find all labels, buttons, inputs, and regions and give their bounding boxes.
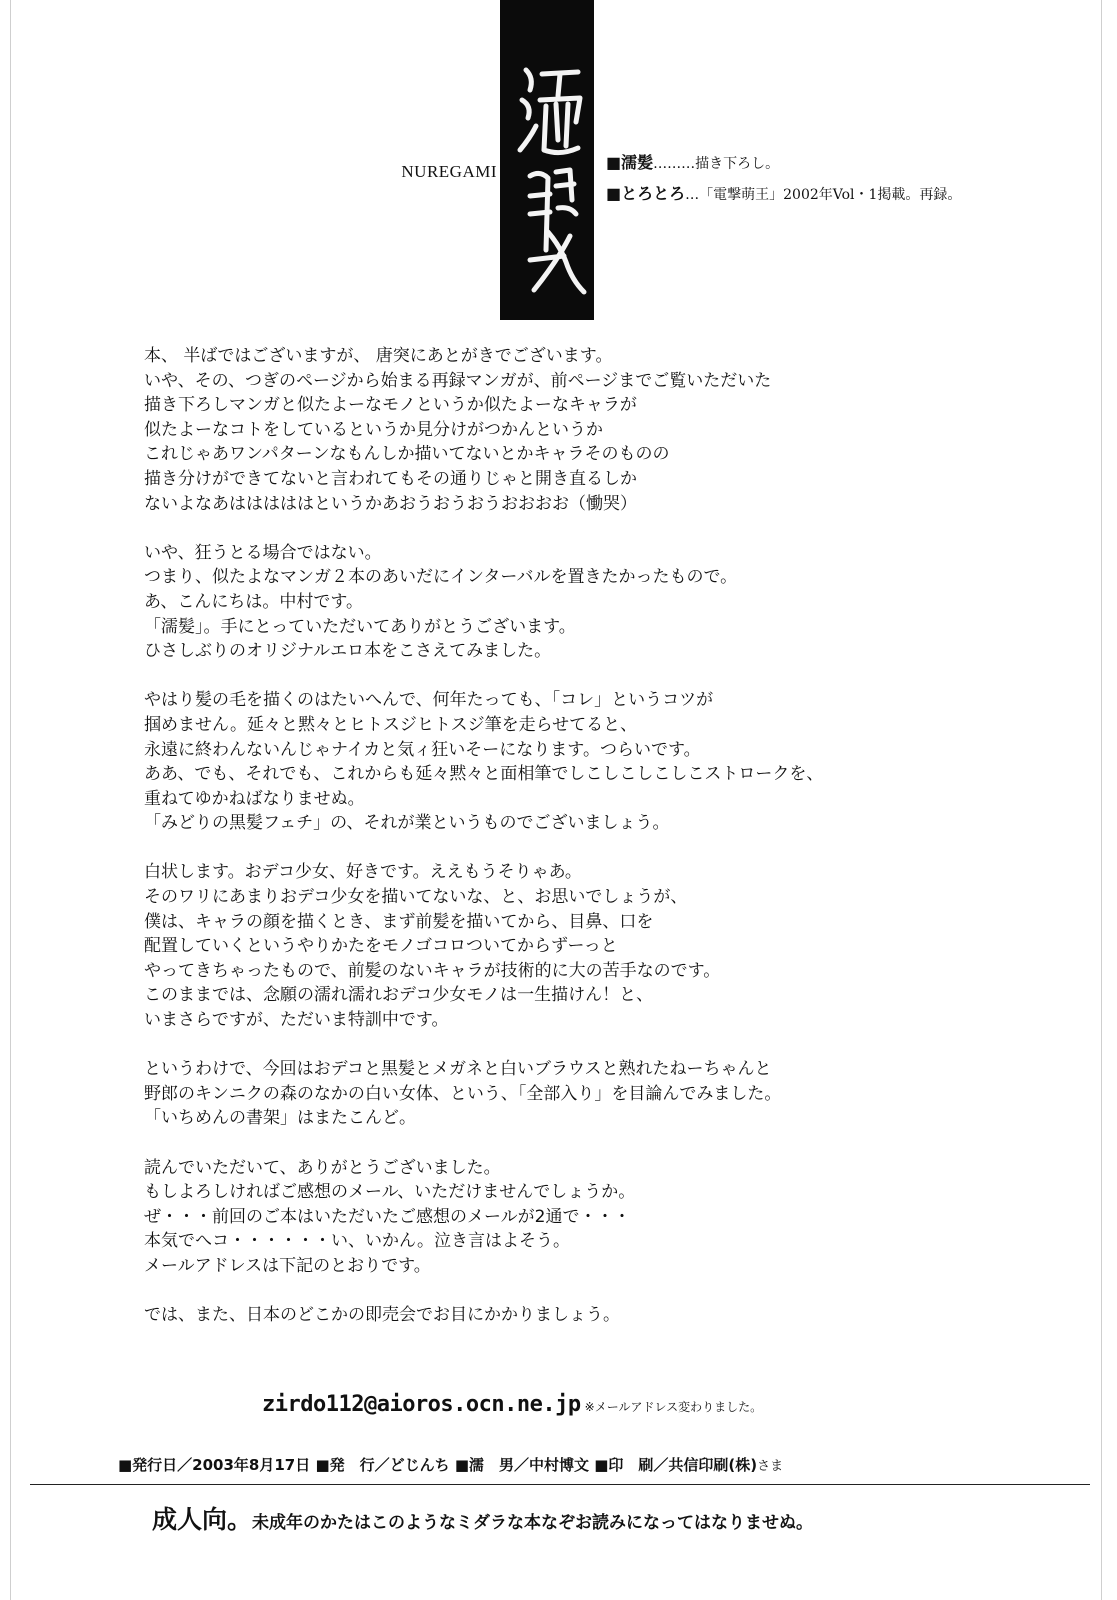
text-line: メールアドレスは下記のとおりです。	[144, 1255, 431, 1276]
afterword-text	[144, 344, 994, 1352]
colophon	[118, 1454, 783, 1475]
title-calligraphy-strip	[500, 0, 594, 320]
colophon-text: ■発行日／2003年8月17日 ■発 行／どじんち ■濡 男／中村博文 ■印 刷／共信印刷(株)	[118, 1456, 758, 1474]
email-note: ※メールアドレス変わりました。	[584, 1400, 763, 1414]
paragraph	[144, 860, 994, 1032]
paragraph	[144, 688, 994, 836]
text-line: やはり髪の毛を描くのはたいへんで、何年たっても、「コレ」というコツが	[144, 690, 714, 711]
text-line: いや、その、つぎのページから始まる再録マンガが、前ページまでご覧いただいた	[144, 370, 772, 391]
text-line: というわけで、今回はおデコと黒髪とメガネと白いブラウスと熟れたねーちゃんと	[144, 1059, 772, 1080]
text-line: ないよなあはははははというかあおうおうおうおおおお（慟哭）	[144, 493, 637, 514]
text-line: 似たよーなコトをしているというか見分けがつかんというか	[144, 419, 603, 440]
text-line: 僕は、キャラの顔を描くとき、まず前髪を描いてから、目鼻、口を	[144, 911, 654, 932]
email-address: zirdo112@aioros.ocn.ne.jp	[262, 1392, 581, 1417]
text-line: このままでは、念願の濡れ濡れおデコ少女モノは一生描けん！と、	[144, 985, 654, 1006]
text-line: 本、 半ばではございますが、 唐突にあとがきでございます。	[144, 346, 613, 366]
text-line: つまり、似たよなマンガ２本のあいだにインターバルを置きたかったもので。	[144, 567, 738, 588]
adult-warning	[152, 1500, 813, 1536]
credit-title: 濡髪	[621, 153, 654, 172]
paragraph	[144, 1303, 994, 1328]
paragraph	[144, 541, 994, 664]
divider	[30, 1484, 1090, 1485]
text-line: 配置していくというやりかたをモノゴコロついてからずーっと	[144, 936, 618, 957]
credit-row	[606, 179, 961, 210]
credit-note: …「電撃萌王」2002年Vol・1掲載。再録。	[685, 187, 962, 203]
contact-line	[262, 1392, 762, 1417]
credits-block	[606, 148, 961, 210]
warning-lead: 成人向。	[152, 1505, 253, 1534]
text-line: ぜ・・・前回のご本はいただいたご感想のメールが2通で・・・	[144, 1206, 631, 1227]
paragraph	[144, 344, 994, 516]
warning-text: 未成年のかたはこのようなミダラな本なぞお読みになってはなりませぬ。	[252, 1513, 814, 1533]
text-line: 「濡髪」。手にとっていただいてありがとうございます。	[144, 616, 576, 637]
text-line: あ、こんにちは。中村です。	[144, 591, 363, 612]
text-line: 読んでいただいて、ありがとうございました。	[144, 1157, 501, 1178]
title-romaji: NUREGAMI	[401, 162, 497, 181]
text-line: 野郎のキンニクの森のなかの白い女体、という、「全部入り」を目論んでみました。	[144, 1083, 782, 1104]
text-line: いや、狂うとる場合ではない。	[144, 542, 382, 563]
text-line: 本気でへコ・・・・・・い、いかん。泣き言はよそう。	[144, 1231, 571, 1252]
text-line: いまさらですが、ただいま特訓中です。	[144, 1010, 449, 1031]
text-line: ああ、でも、それでも、これからも延々黙々と面相筆でしこしこしこしこストロークを、	[144, 764, 824, 785]
text-line: ひさしぶりのオリジナルエロ本をこさえてみました。	[144, 641, 552, 662]
colophon-suffix: さま	[757, 1459, 784, 1474]
text-line: もしよろしければご感想のメール、いただけませんでしょうか。	[144, 1182, 636, 1203]
calligraphy-title-icon	[500, 0, 594, 320]
text-line: 永遠に終わんないんじゃナイカと気ィ狂いそーになります。つらいです。	[144, 739, 701, 760]
credit-title: とろとろ	[621, 184, 686, 203]
text-line: 重ねてゆかねばなりませぬ。	[144, 788, 365, 809]
credit-row	[606, 148, 961, 179]
text-line: 「いちめんの書架」はまたこんど。	[144, 1108, 416, 1129]
text-line: 「みどりの黒髪フェチ」の、それが業というものでございましょう。	[144, 813, 670, 834]
paragraph	[144, 1057, 994, 1131]
text-line: 白状します。おデコ少女、好きです。ええもうそりゃあ。	[144, 862, 582, 883]
text-line: 描き下ろしマンガと似たよーなモノというか似たよーなキャラが	[144, 395, 637, 416]
paragraph	[144, 1156, 994, 1279]
text-line: 描き分けができてないと言われてもその通りじゃと開き直るしか	[144, 468, 637, 489]
text-line: では、また、日本のどこかの即売会でお目にかかりましょう。	[144, 1305, 620, 1326]
text-line: 掴めません。延々と黙々とヒトスジヒトスジ筆を走らせてると、	[144, 714, 638, 735]
square-bullet-icon: ■	[606, 184, 622, 203]
text-line: これじゃあワンパターンなもんしか描いてないとかキャラそのものの	[144, 444, 670, 465]
text-line: そのワリにあまりおデコ少女を描いてないな、と、お思いでしょうが、	[144, 887, 688, 908]
credit-note: ………描き下ろし。	[653, 156, 780, 172]
square-bullet-icon: ■	[606, 153, 622, 172]
text-line: やってきちゃったもので、前髪のないキャラが技術的に大の苦手なのです。	[144, 960, 721, 981]
